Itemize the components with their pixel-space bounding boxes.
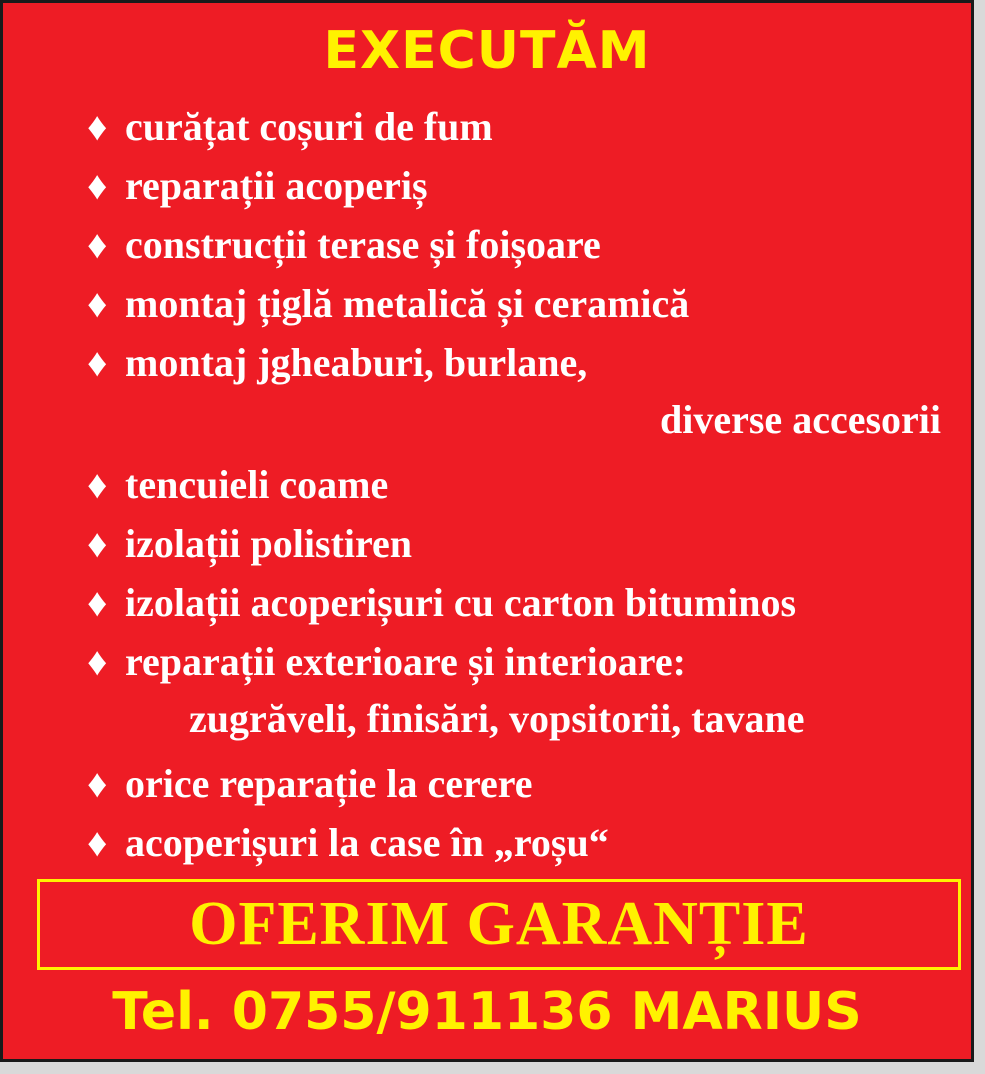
service-item: [87, 103, 493, 151]
service-item: [87, 579, 796, 627]
headline: EXECUTĂM: [323, 21, 651, 81]
diamond-bullet-icon: ♦: [87, 163, 108, 208]
service-item: [87, 461, 388, 509]
diamond-bullet-icon: ♦: [87, 104, 108, 149]
service-label: acoperișuri la case în „roșu“: [125, 820, 609, 865]
contact-phone: Tel. 0755/911136 MARIUS: [112, 982, 862, 1042]
diamond-bullet-icon: ♦: [87, 639, 108, 684]
diamond-bullet-icon: ♦: [87, 580, 108, 625]
service-continuation: zugrăveli, finisări, vopsitorii, tavane: [189, 696, 805, 741]
service-label: reparații acoperiș: [125, 163, 428, 208]
diamond-bullet-icon: ♦: [87, 281, 108, 326]
service-label: izolații polistiren: [125, 521, 413, 566]
service-label: reparații exterioare și interioare:: [125, 639, 686, 684]
diamond-bullet-icon: ♦: [87, 340, 108, 385]
service-item: [87, 339, 587, 387]
service-item: [87, 520, 412, 568]
service-item: [87, 280, 689, 328]
service-item: [87, 760, 533, 808]
service-label: curățat coșuri de fum: [125, 104, 493, 149]
service-label: orice reparație la cerere: [125, 761, 533, 806]
diamond-bullet-icon: ♦: [87, 521, 108, 566]
service-label: tencuieli coame: [125, 462, 389, 507]
diamond-bullet-icon: ♦: [87, 222, 108, 267]
service-label: montaj jgheaburi, burlane,: [125, 340, 588, 385]
service-item: [87, 162, 428, 210]
service-label: construcții terase și foișoare: [125, 222, 601, 267]
diamond-bullet-icon: ♦: [87, 820, 108, 865]
service-label: izolații acoperișuri cu carton bituminos: [125, 580, 797, 625]
service-item: [87, 638, 686, 686]
guarantee-banner: OFERIM GARANȚIE: [37, 879, 961, 970]
diamond-bullet-icon: ♦: [87, 462, 108, 507]
diamond-bullet-icon: ♦: [87, 761, 108, 806]
service-label: montaj țiglă metalică și ceramică: [125, 281, 690, 326]
service-item: [87, 221, 601, 269]
service-item: [87, 819, 609, 867]
service-continuation: diverse accesorii: [660, 397, 941, 442]
